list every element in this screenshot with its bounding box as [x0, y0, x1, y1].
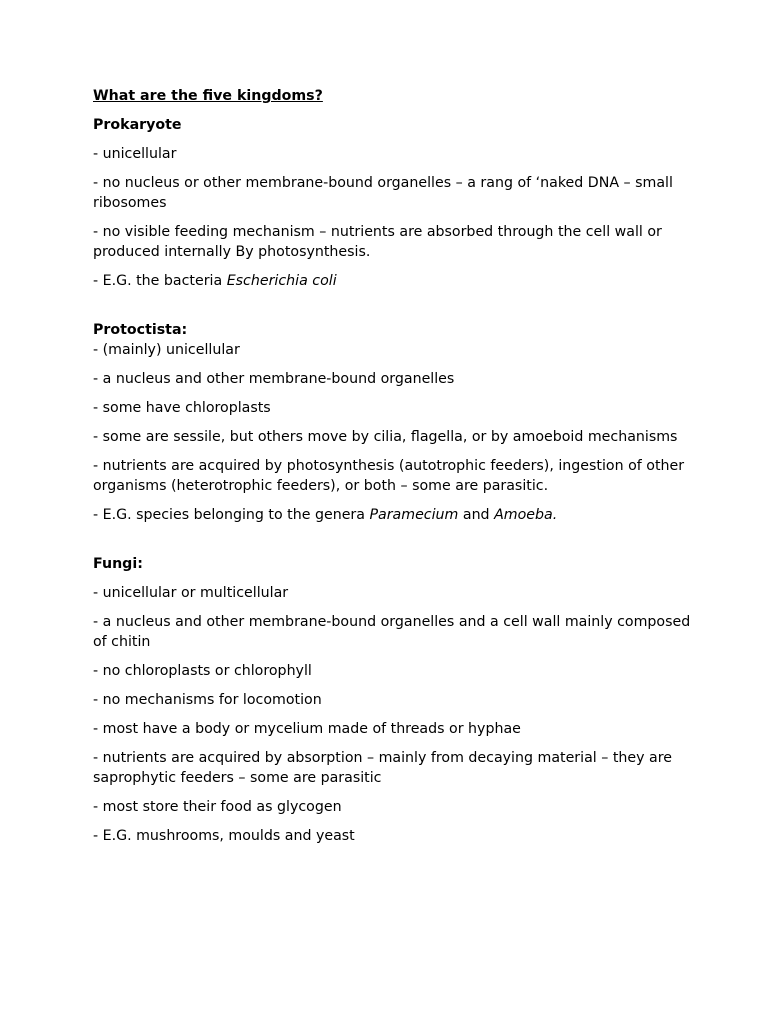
- section-heading-fungi: Fungi:: [93, 556, 143, 572]
- protoctista-example: [93, 505, 693, 525]
- protoctista-point-2: - a nucleus and other membrane-bound organelles: [93, 371, 455, 387]
- document-title: What are the five kingdoms?: [93, 88, 323, 104]
- example-prefix: - E.G. species belonging to the genera: [93, 507, 370, 523]
- fungi-point-1: - unicellular or multicellular: [93, 585, 289, 601]
- section-heading-protoctista: Protoctista:: [93, 322, 188, 338]
- example-prefix: - E.G. the bacteria: [93, 273, 227, 289]
- fungi-point-7: - most store their food as glycogen: [93, 799, 342, 815]
- section-spacer: [93, 291, 693, 320]
- prokaryote-example: [93, 271, 693, 291]
- fungi-point-2: - a nucleus and other membrane-bound organelles and a cell wall mainly composed of chitin: [93, 614, 691, 650]
- protoctista-point-3: - some have chloroplasts: [93, 400, 271, 416]
- section-spacer: [93, 525, 693, 554]
- fungi-point-3: - no chloroplasts or chlorophyll: [93, 663, 312, 679]
- genus-name: Paramecium: [369, 507, 459, 523]
- species-name: Escherichia coli: [226, 273, 337, 289]
- fungi-point-8: - E.G. mushrooms, moulds and yeast: [93, 828, 355, 844]
- prokaryote-point-3: - no visible feeding mechanism – nutrients are absorbed through the cell wall or produced internally By photosynthesis.: [93, 224, 662, 260]
- example-conjunction: and: [458, 507, 495, 523]
- prokaryote-point-1: - unicellular: [93, 146, 177, 162]
- protoctista-point-5: - nutrients are acquired by photosynthesis (autotrophic feeders), ingestion of other organisms (heterotrophic feeders), or both – some are parasitic.: [93, 458, 685, 494]
- fungi-point-4: - no mechanisms for locomotion: [93, 692, 322, 708]
- prokaryote-point-2: - no nucleus or other membrane-bound organelles – a rang of ‘naked DNA – small ribosomes: [93, 175, 673, 211]
- fungi-point-5: - most have a body or mycelium made of threads or hyphae: [93, 721, 521, 737]
- section-heading-prokaryote: Prokaryote: [93, 117, 182, 133]
- document-page: [93, 86, 693, 846]
- protoctista-point-4: - some are sessile, but others move by cilia, flagella, or by amoeboid mechanisms: [93, 429, 678, 445]
- protoctista-point-1: - (mainly) unicellular: [93, 342, 240, 358]
- genus-name: Amoeba.: [494, 507, 558, 523]
- fungi-point-6: - nutrients are acquired by absorption – mainly from decaying material – they are saprophytic feeders – some are parasitic: [93, 750, 672, 786]
